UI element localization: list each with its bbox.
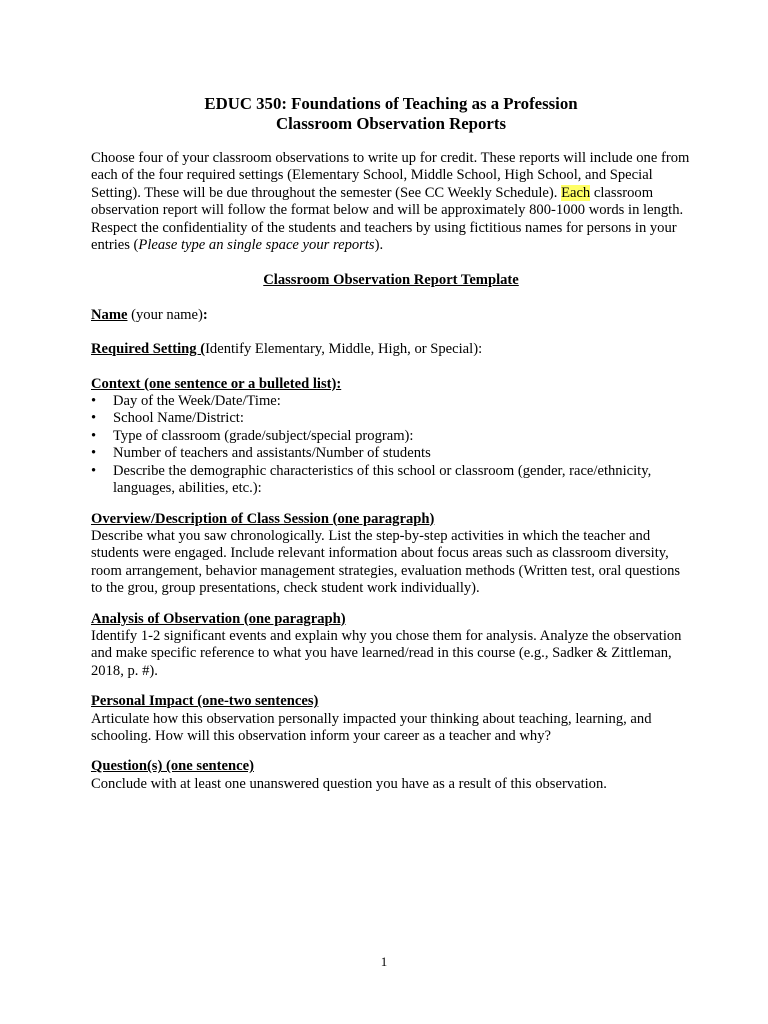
name-hint: (your name): [127, 306, 203, 323]
intro-text-3: ).: [374, 237, 384, 254]
context-list: [91, 393, 691, 497]
impact-text: Articulate how this observation personally impacted your thinking about teaching, learning, and schooling. How will this observation inform your career as a teacher and why?: [91, 710, 652, 744]
highlighted-word: Each: [561, 184, 591, 201]
page-number: 1: [380, 954, 388, 969]
analysis-heading: Analysis of Observation (one paragraph): [91, 610, 346, 627]
name-colon: :: [202, 306, 208, 323]
setting-hint: Identify Elementary, Middle, High, or Special):: [205, 341, 483, 358]
intro-paragraph: [91, 150, 691, 254]
document-body: [91, 94, 691, 793]
analysis-text: Identify 1-2 significant events and explain why you chose them for analysis. Analyze the observation and make specific reference to what you have learned/read in this course (e.g., Sadker & Zittleman, 2018, p. #).: [91, 627, 682, 679]
impact-heading: Personal Impact (one-two sentences): [91, 693, 319, 710]
questions-heading: Question(s) (one sentence): [91, 758, 254, 775]
list-item: • School Name/District:: [91, 410, 691, 427]
name-label: Name: [91, 306, 128, 323]
intro-italic-text: Please type an single space your reports: [138, 237, 375, 254]
setting-label: Required Setting (: [91, 341, 206, 358]
template-title: Classroom Observation Report Template: [263, 272, 519, 289]
list-item: • Day of the Week/Date/Time:: [91, 393, 691, 410]
questions-section: [91, 758, 691, 793]
analysis-section: [91, 611, 691, 681]
course-title: EDUC 350: Foundations of Teaching as a Profession: [204, 94, 578, 113]
list-item: • Number of teachers and assistants/Number of students: [91, 445, 691, 462]
list-item: • Describe the demographic characteristics of this school or classroom (gender, race/ethnicity, languages, abilities, etc.):: [91, 463, 691, 498]
context-section: [91, 376, 691, 498]
context-heading: Context (one sentence or a bulleted list):: [91, 375, 342, 392]
name-field: [91, 307, 691, 324]
questions-text: Conclude with at least one unanswered question you have as a result of this observation.: [91, 775, 607, 792]
intro-text-1: Choose four of your classroom observations to write up for credit. These reports will include one from each of the four required settings (Elementary School, Middle School, High School, and Special Setting). These will be due throughout the semester (See CC Weekly Schedule).: [91, 150, 690, 201]
list-item: • Type of classroom (grade/subject/special program):: [91, 428, 691, 445]
overview-text: Describe what you saw chronologically. List the step-by-step activities in which the teacher and students were engaged. Include relevant information about focus areas such as classroom diversity, room arrangement, behavior management strategies, evaluation methods (Written test, oral questions to the grou, group presentations, check student work individually).: [91, 527, 681, 597]
overview-heading: Overview/Description of Class Session (one paragraph): [91, 510, 435, 527]
impact-section: [91, 693, 691, 745]
intro-text-2: classroom observation report will follow the format below and will be approximately 800-1000 words in length. Respect the confidentiality of the students and teachers by using fictitious names for persons in your entries (: [91, 184, 684, 254]
setting-field: [91, 341, 691, 358]
document-title: Classroom Observation Reports: [276, 114, 506, 133]
overview-section: [91, 511, 691, 598]
